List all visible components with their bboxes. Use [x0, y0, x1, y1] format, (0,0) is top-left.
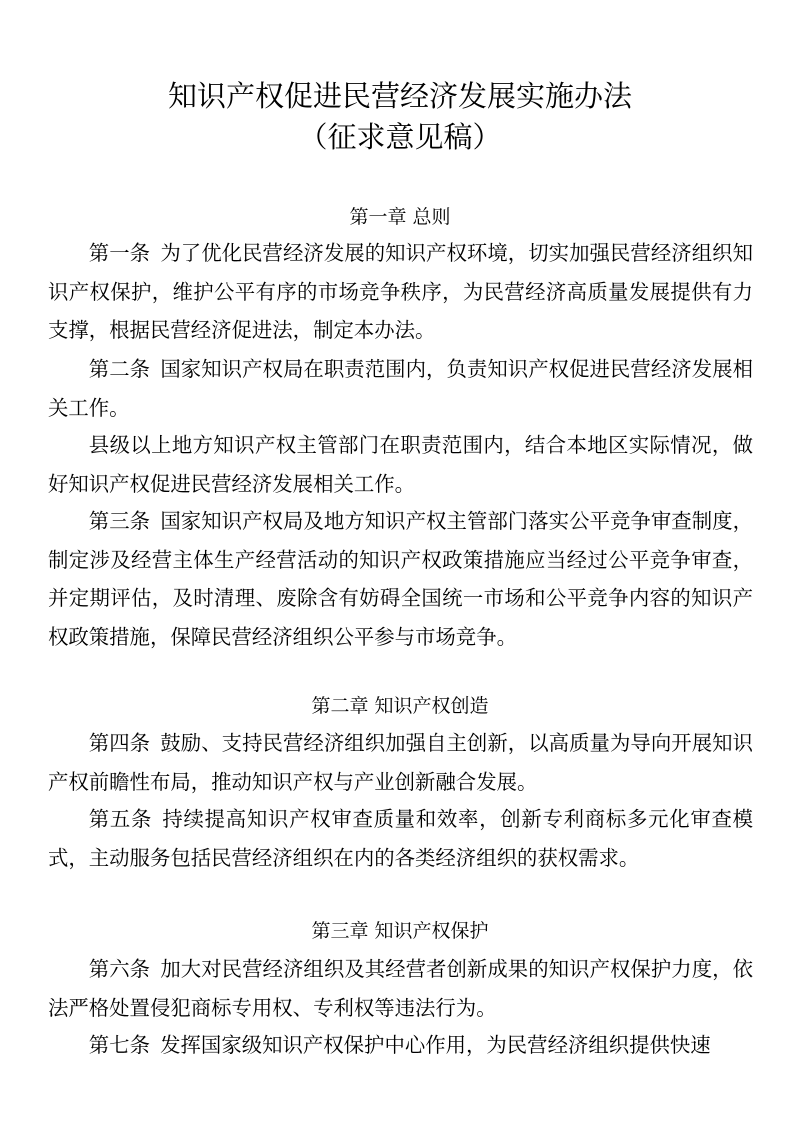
article-label: 第六条 [88, 957, 151, 981]
article-label: 第二条 [88, 357, 151, 381]
article-text: 国家知识产权局及地方知识产权主管部门落实公平竞争审查制度，制定涉及经营主体生产经营活动的知识产权政策措施应当经过公平竞争审查，并定期评估，及时清理、废除含有妨碍全国统一市场和公平竞争内容的知识产权政策措施，保障民营经济组织公平参与市场竞争。 [48, 509, 754, 649]
article-text: 国家知识产权局在职责范围内，负责知识产权促进民营经济发展相关工作。 [48, 357, 754, 420]
article-text: 鼓励、支持民营经济组织加强自主创新，以高质量为导向开展知识产权前瞻性布局，推动知识产权与产业创新融合发展。 [48, 731, 754, 794]
article-label: 第七条 [88, 1033, 150, 1057]
document-subtitle: （征求意见稿） [298, 120, 502, 154]
article-text: 为了优化民营经济发展的知识产权环境，切实加强民营经济组织知识产权保护，维护公平有序的市场竞争秩序，为民营经济高质量发展提供有力支撑，根据民营经济促进法，制定本办法。 [48, 241, 754, 343]
chapter-heading-3: 第三章 知识产权保护 [311, 920, 489, 942]
article-5 [48, 800, 753, 877]
article-label: 第三条 [88, 509, 151, 533]
article-label: 第一条 [88, 241, 151, 265]
article-1 [48, 234, 753, 350]
article-text: 县级以上地方知识产权主管部门在职责范围内，结合本地区实际情况，做好知识产权促进民营经济发展相关工作。 [48, 433, 753, 496]
article-text: 发挥国家级知识产权保护中心作用，为民营经济组织提供快速 [160, 1033, 711, 1057]
chapter-heading-2: 第二章 知识产权创造 [311, 695, 489, 717]
article-2-paragraph-2 [48, 426, 753, 503]
article-2 [48, 350, 753, 427]
article-text: 持续提高知识产权审查质量和效率，创新专利商标多元化审查模式，主动服务包括民营经济组织在内的各类经济组织的获权需求。 [48, 807, 754, 870]
article-7 [48, 1026, 753, 1065]
article-4 [48, 724, 753, 801]
document-title: 知识产权促进民营经济发展实施办法 [167, 79, 632, 113]
article-label: 第五条 [88, 807, 153, 831]
article-text: 加大对民营经济组织及其经营者创新成果的知识产权保护力度，依法严格处置侵犯商标专用权、专利权等违法行为。 [48, 957, 754, 1020]
article-label: 第四条 [88, 731, 151, 755]
article-3 [48, 502, 753, 656]
chapter-heading-1: 第一章 总则 [349, 206, 451, 228]
article-6 [48, 950, 753, 1027]
